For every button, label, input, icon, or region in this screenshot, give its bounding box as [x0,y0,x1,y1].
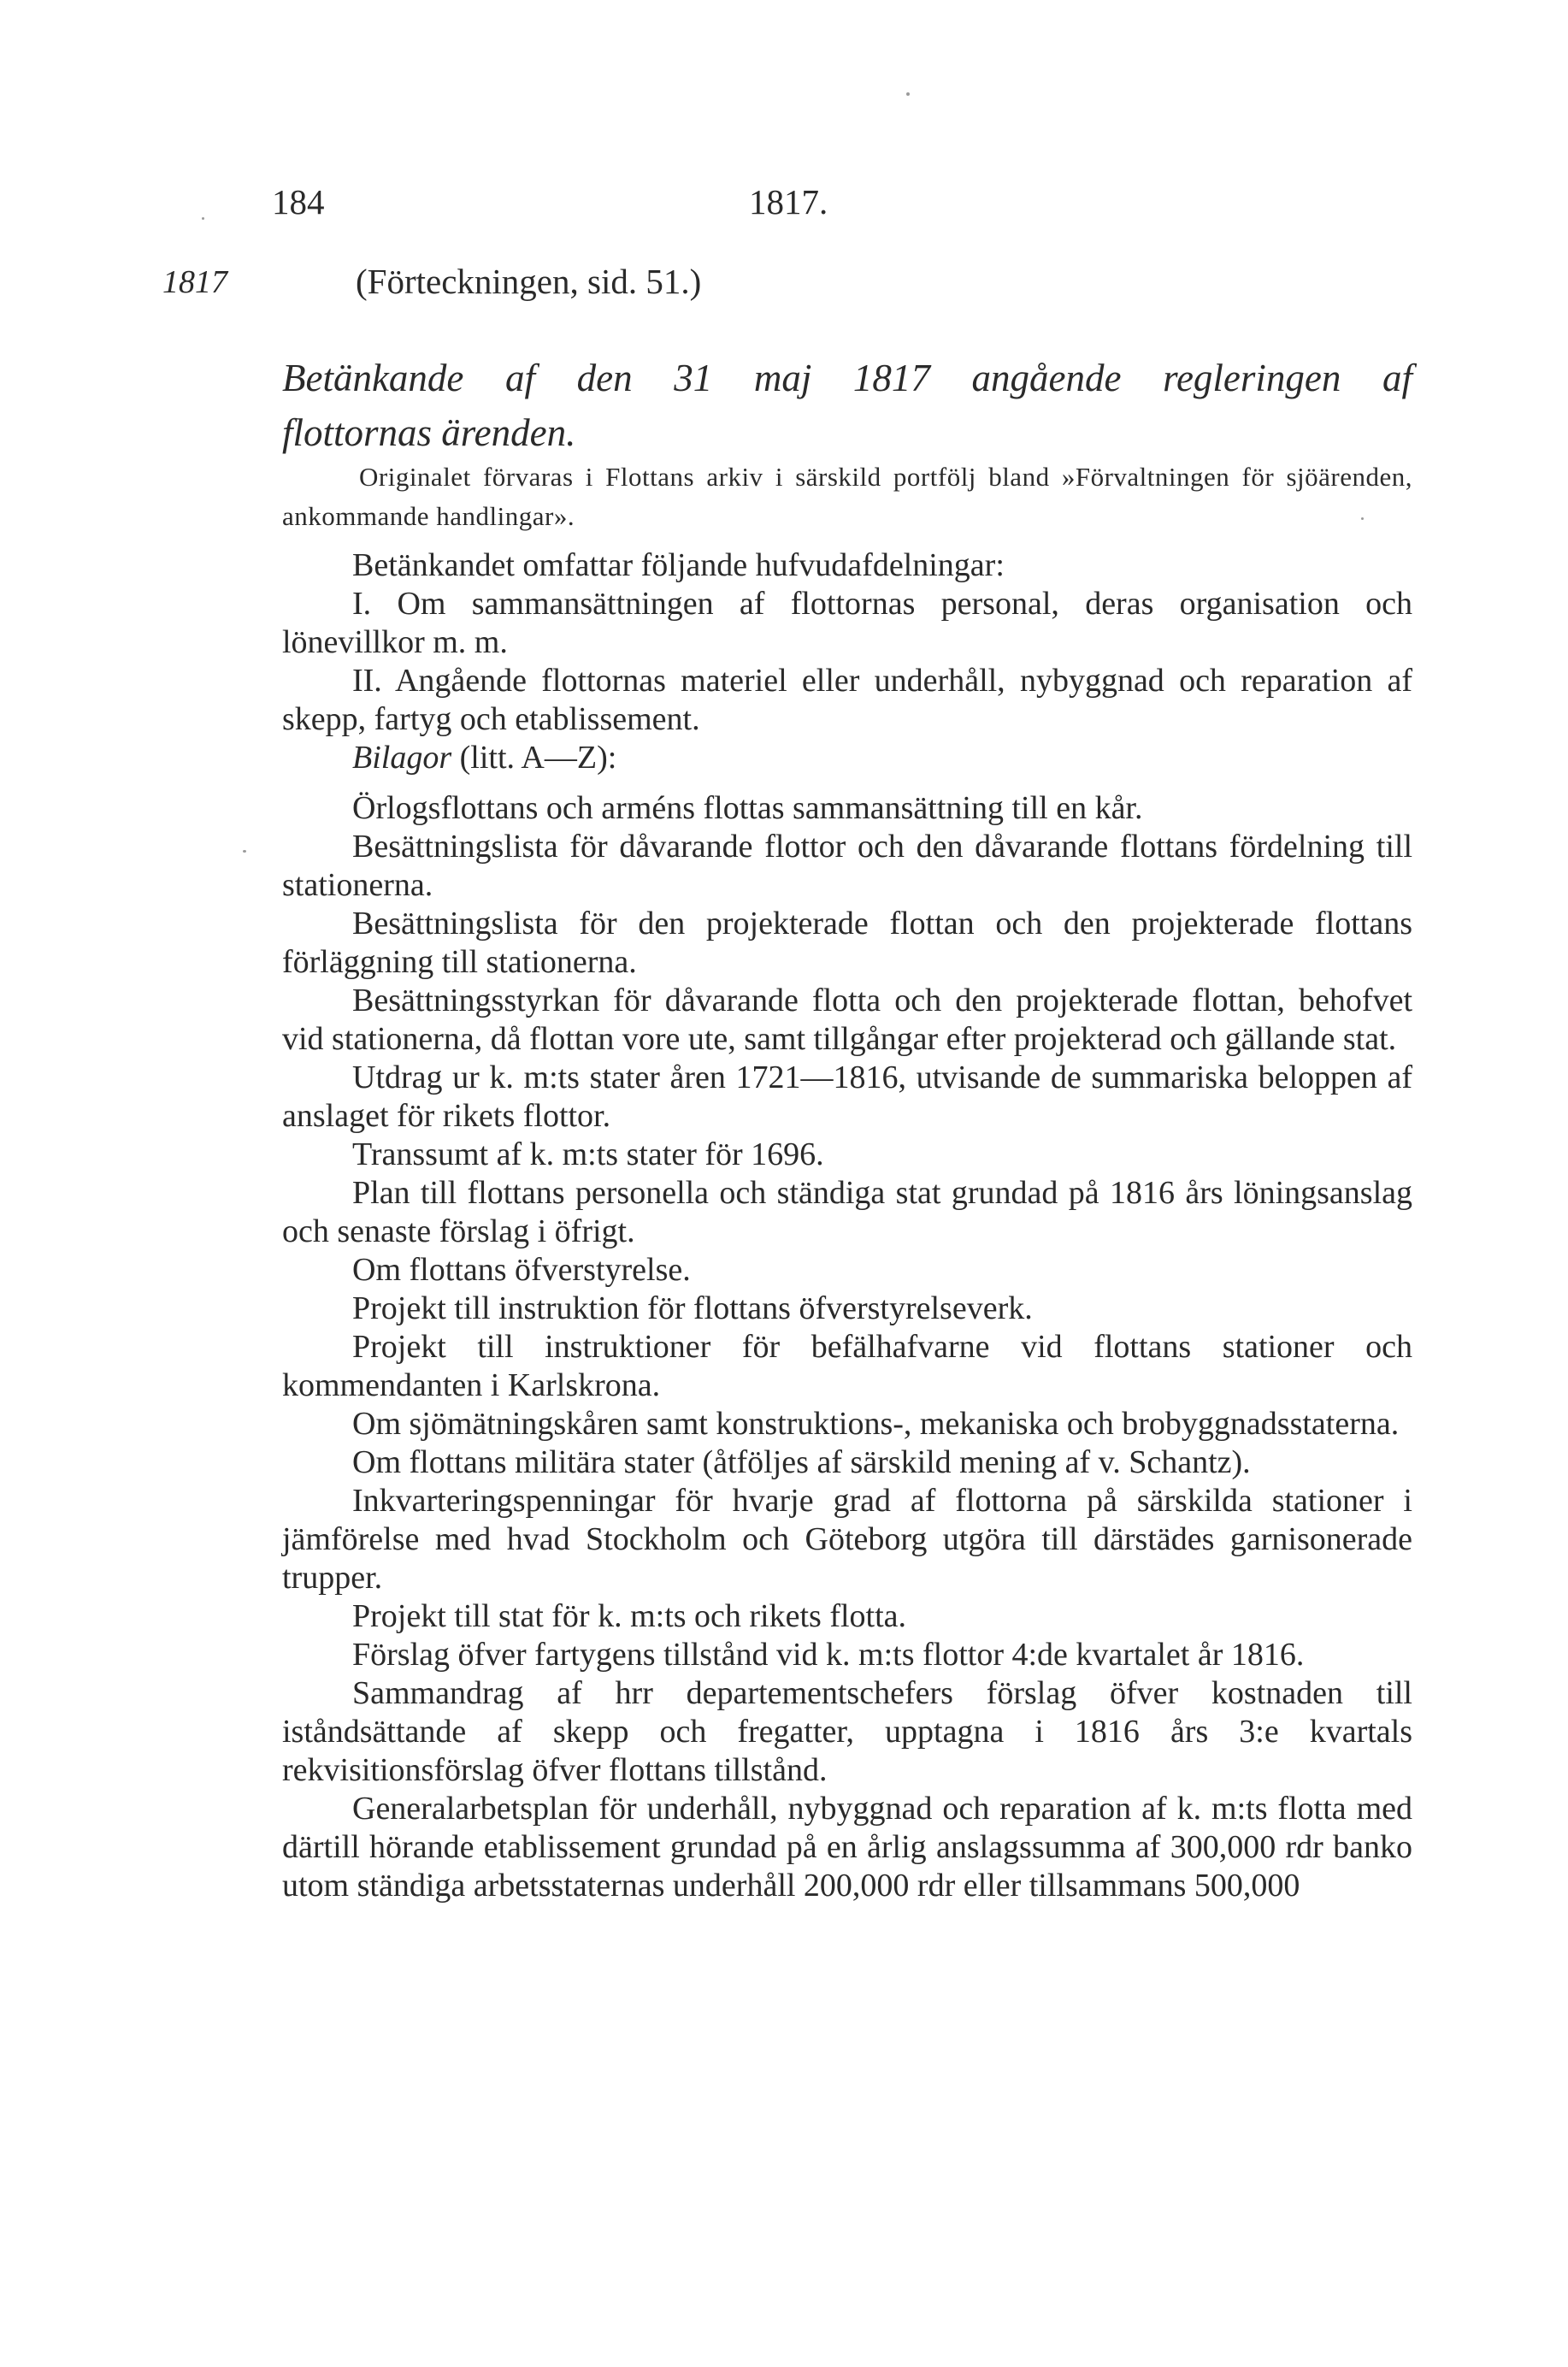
section-part-1: I. Om sammansättningen af flottornas personal, deras organisation och lönevillkor m. m. [282,586,1412,660]
appendix-item: Inkvarteringspenningar för hvarje grad af flottorna på särskilda stationer i jämförelse med hvad Stockholm och Göteborg utgöra till därstädes garnisonerade trupper. [282,1483,1412,1596]
appendix-range: (litt. A—Z): [459,740,617,776]
scan-speck [202,217,204,220]
section-part-2: II. Angående flottornas materiel eller underhåll, nybyggnad och reparation af skepp, fartyg och etablissement. [282,663,1412,737]
appendix-item: Örlogsflottans och arméns flottas sammansättning till en kår. [352,790,1143,826]
appendix-item: Plan till flottans personella och ständiga stat grundad på 1816 års löningsanslag och senaste förslag i öfrigt. [282,1175,1412,1249]
title-line-2: flottornas ärenden. [282,411,576,454]
appendix-item: Om flottans militära stater (åtföljes af särskild mening af v. Schantz). [352,1444,1251,1480]
appendix-item: Projekt till instruktion för flottans öfverstyrelseverk. [352,1290,1033,1326]
reference-note: (Förteckningen, sid. 51.) [356,262,702,301]
page-number: 184 [272,182,325,221]
appendix-item: Besättningsstyrkan för dåvarande flotta och den projekterade flottan, behofvet vid stationerna, då flottan vore ute, samt tillgångar efter projekterad och gällande stat. [282,983,1412,1057]
appendix-item: Generalarbetsplan för underhåll, nybyggnad och reparation af k. m:ts flotta med därtill hörande etablissement grundad på en årlig anslagssumma af 300,000 rdr banko utom ständiga arbetsstaternas underhåll 200,000 rdr eller tillsammans 500,000 [282,1791,1412,1904]
appendix-heading [282,739,1412,777]
title-line-1: Betänkande af den 31 maj 1817 angående regleringen af [282,357,1412,399]
appendix-item: Transsumt af k. m:ts stater för 1696. [352,1136,824,1172]
appendix-item: Förslag öfver fartygens tillstånd vid k. m:ts flottor 4:de kvartalet år 1816. [352,1637,1305,1673]
scan-speck [906,92,910,96]
appendix-label: Bilagor [352,740,452,776]
appendix-item: Sammandrag af hrr departementschefers förslag öfver kostnaden till iståndsättande af skepp och fregatter, upptagna i 1816 års 3:e kvartals rekvisitionsförslag öfver flottans tillstånd. [282,1675,1412,1788]
appendix-item: Projekt till stat för k. m:ts och rikets flotta. [352,1598,907,1634]
page-body [282,457,1412,1905]
margin-year: 1817 [162,264,227,300]
document-title [282,351,1412,460]
appendix-item: Utdrag ur k. m:ts stater åren 1721—1816, utvisande de summariska beloppen af anslaget för rikets flottor. [282,1060,1412,1134]
appendix-item: Om flottans öfverstyrelse. [352,1252,691,1288]
section-intro: Betänkandet omfattar följande hufvudafdelningar: [352,547,1005,583]
spacer [282,777,1412,789]
appendix-item: Besättningslista för den projekterade flottan och den projekterade flottans förläggning till stationerna. [282,906,1412,980]
appendix-item: Projekt till instruktioner för befälhafvarne vid flottans stationer och kommendanten i Karlskrona. [282,1329,1412,1403]
scan-speck [243,850,246,853]
archive-note: Originalet förvaras i Flottans arkiv i särskild portfölj bland »Förvaltningen för sjöärenden, ankommande handlingar». [282,462,1412,531]
appendix-item: Besättningslista för dåvarande flottor och den dåvarande flottans fördelning till stationerna. [282,829,1412,903]
running-header-year: 1817. [749,182,828,221]
appendix-item: Om sjömätningskåren samt konstruktions-, mekaniska och brobyggnadsstaterna. [352,1406,1400,1442]
